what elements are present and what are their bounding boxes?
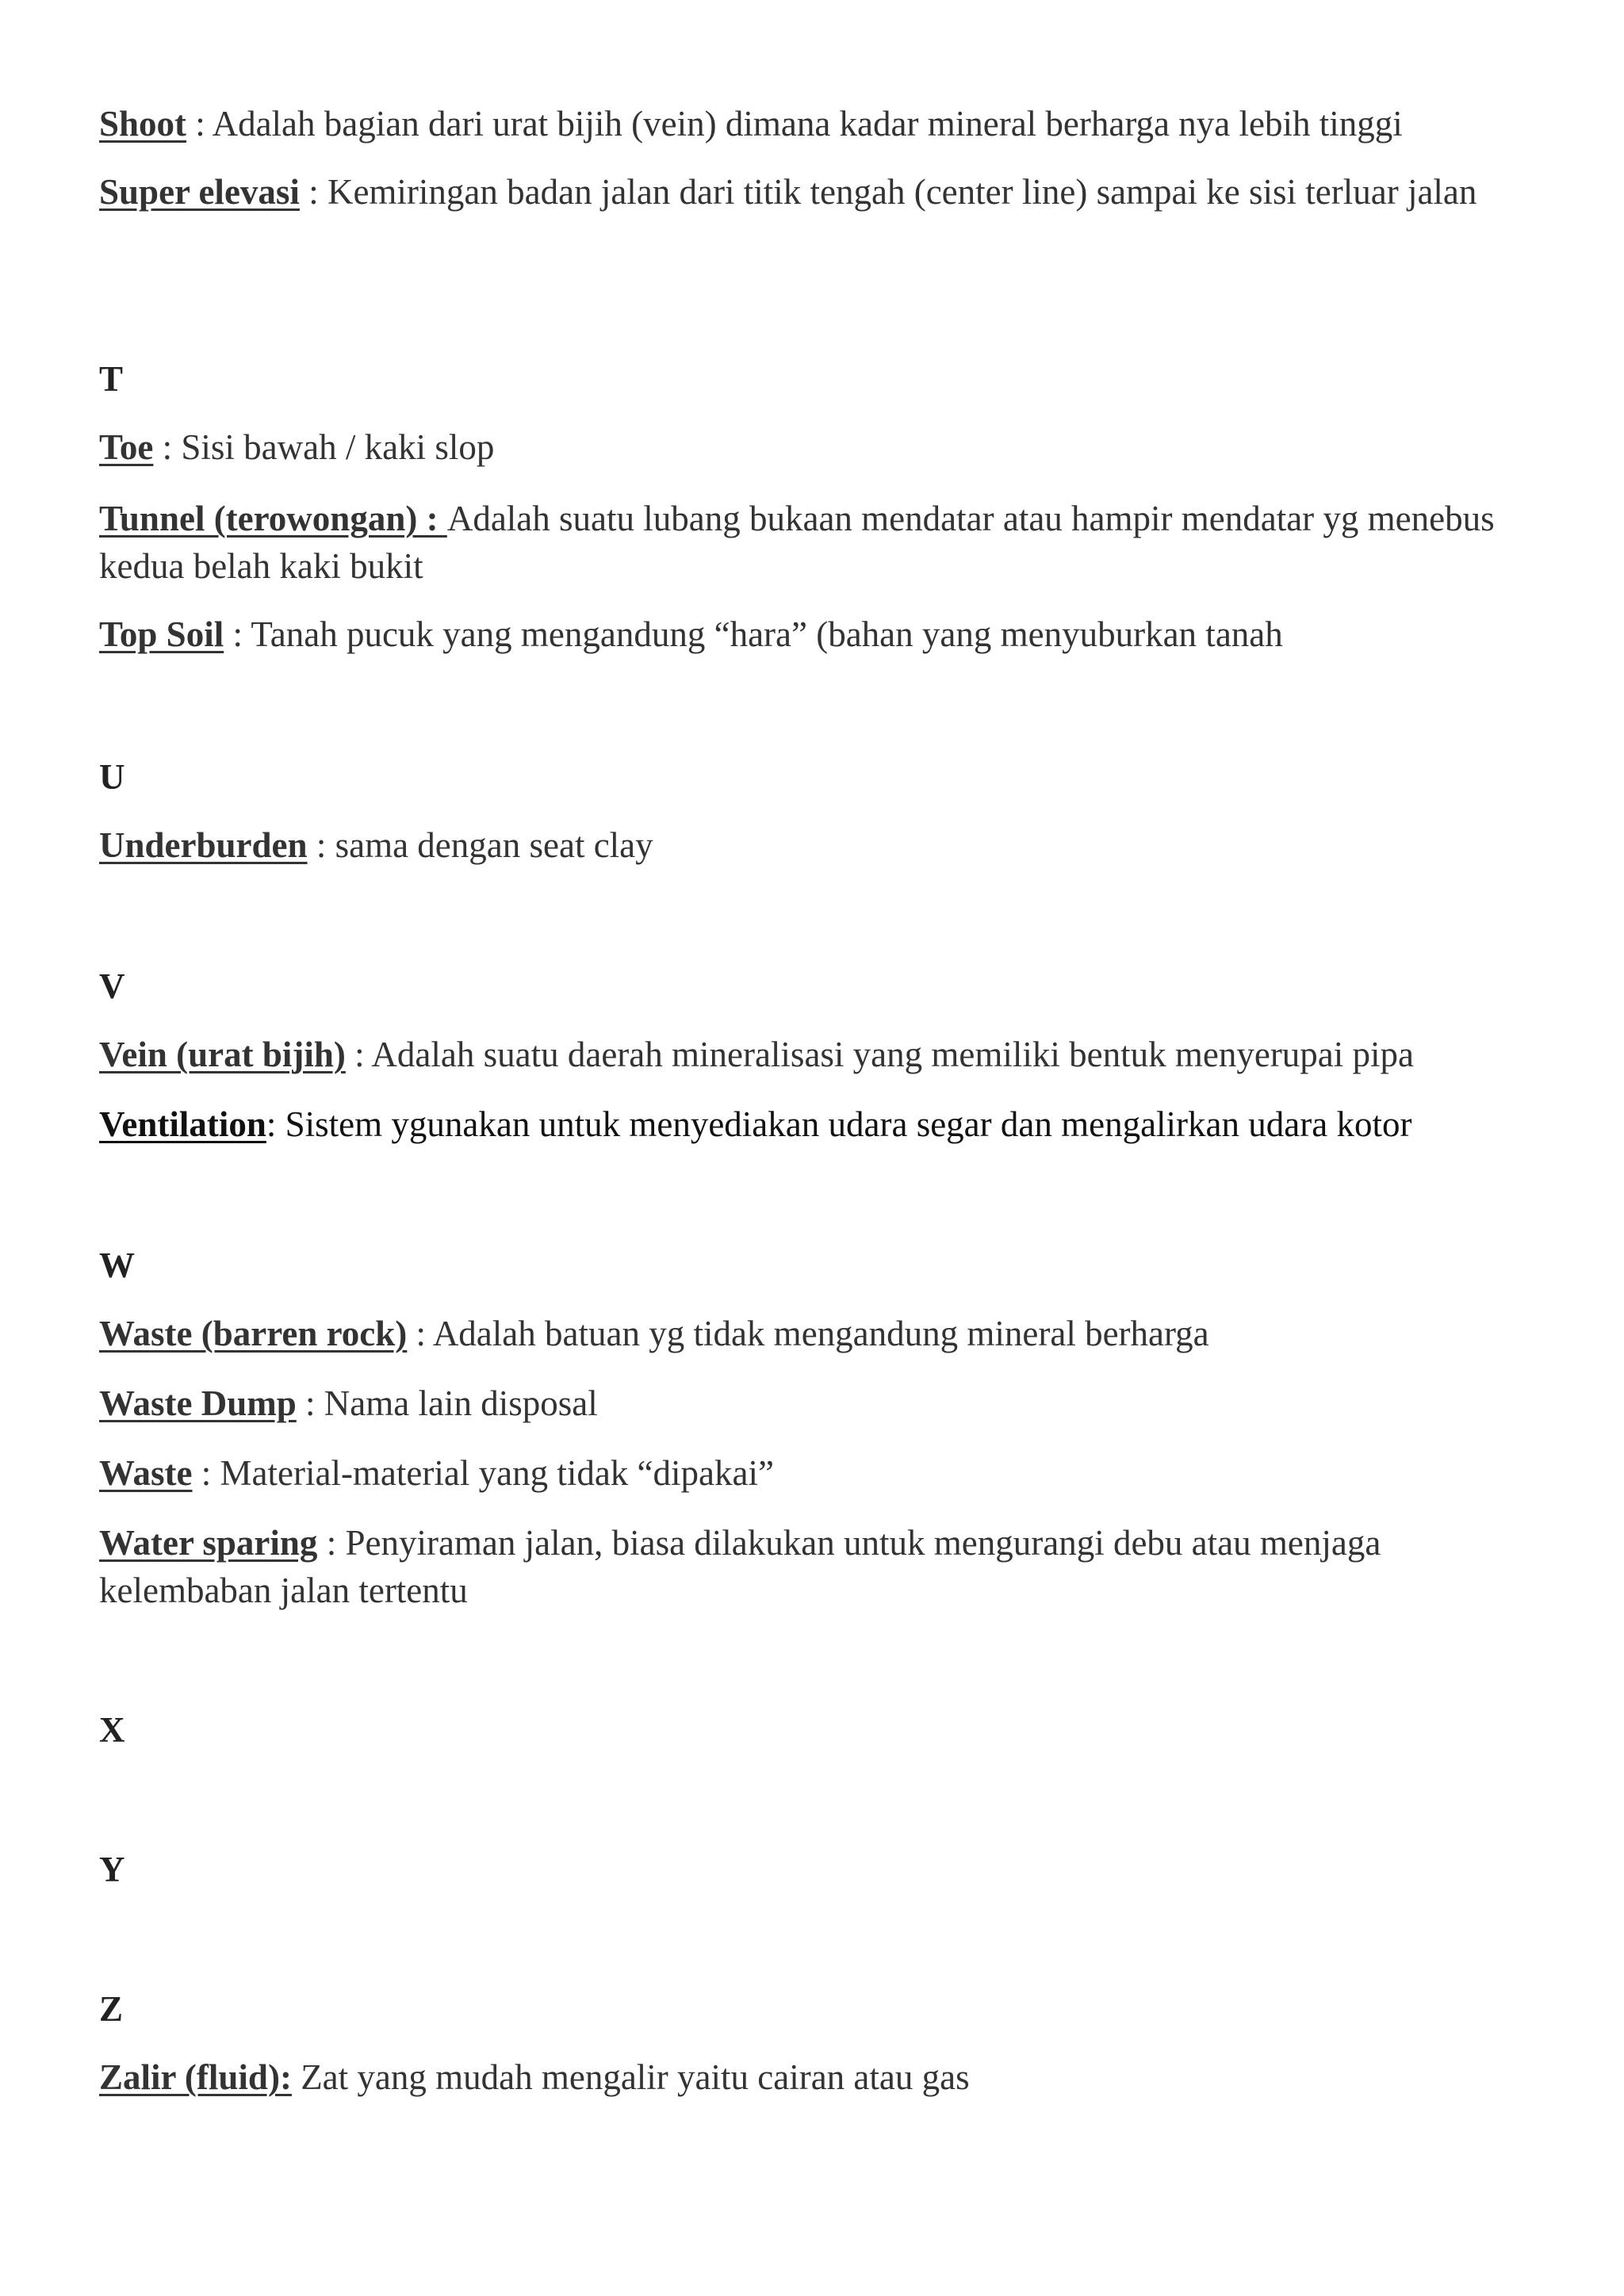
separator: : bbox=[296, 1383, 324, 1423]
entry-waste-dump bbox=[99, 1380, 1526, 1427]
separator: : bbox=[317, 1523, 346, 1563]
section-letter-w: W bbox=[99, 1246, 135, 1285]
entry-zalir bbox=[99, 2053, 1526, 2101]
term-ventilation: Ventilation bbox=[99, 1104, 266, 1144]
entry-waste-barren-rock bbox=[99, 1310, 1526, 1357]
separator bbox=[292, 2057, 301, 2097]
definition-water-sparing: Penyiraman jalan, biasa dilakukan untuk mengurangi debu atau menjaga kelembaban jalan tertentu bbox=[99, 1523, 1381, 1610]
separator: : bbox=[407, 1314, 433, 1353]
entry-top-soil bbox=[99, 610, 1526, 658]
entry-underburden bbox=[99, 821, 1526, 869]
separator: : bbox=[345, 1035, 372, 1074]
term-super-elevasi: Super elevasi bbox=[99, 172, 300, 212]
definition-top-soil: Tanah pucuk yang mengandung “hara” (bahan yang menyuburkan tanah bbox=[251, 614, 1283, 654]
term-vein: Vein (urat bijih) bbox=[99, 1035, 346, 1074]
definition-zalir: Zat yang mudah mengalir yaitu cairan atau gas bbox=[301, 2057, 970, 2097]
definition-tunnel: Adalah suatu lubang bukaan mendatar atau hampir mendatar yg menebus kedua belah kaki bukit bbox=[99, 499, 1495, 586]
entry-toe bbox=[99, 423, 1526, 471]
term-waste-dump: Waste Dump bbox=[99, 1383, 297, 1423]
term-top-soil: Top Soil bbox=[99, 614, 224, 654]
definition-ventilation: Sistem ygunakan untuk menyediakan udara segar dan mengalirkan udara kotor bbox=[285, 1104, 1412, 1144]
entry-waste bbox=[99, 1449, 1526, 1497]
entry-vein bbox=[99, 1031, 1526, 1078]
entry-shoot bbox=[99, 100, 1526, 147]
term-waste: Waste bbox=[99, 1453, 193, 1493]
term-toe: Toe bbox=[99, 427, 154, 467]
entry-tunnel bbox=[99, 495, 1511, 590]
entry-super-elevasi bbox=[99, 168, 1511, 216]
definition-shoot: Adalah bagian dari urat bijih (vein) dimana kadar mineral berharga nya lebih tinggi bbox=[212, 104, 1403, 144]
term-water-sparing: Water sparing bbox=[99, 1523, 318, 1563]
definition-super-elevasi: Kemiringan badan jalan dari titik tengah (center line) sampai ke sisi terluar jalan bbox=[327, 172, 1477, 212]
section-letter-u: U bbox=[99, 757, 125, 797]
definition-underburden: sama dengan seat clay bbox=[335, 825, 653, 865]
term-waste-barren-rock: Waste (barren rock) bbox=[99, 1314, 408, 1353]
section-letter-x: X bbox=[99, 1710, 125, 1750]
section-letter-y: Y bbox=[99, 1850, 125, 1889]
separator: : bbox=[153, 427, 182, 467]
definition-waste-dump: Nama lain disposal bbox=[324, 1383, 598, 1423]
definition-vein: Adalah suatu daerah mineralisasi yang memiliki bentuk menyerupai pipa bbox=[371, 1035, 1415, 1074]
separator: : bbox=[299, 172, 327, 212]
term-shoot: Shoot bbox=[99, 104, 187, 144]
section-letter-v: V bbox=[99, 966, 125, 1006]
term-underburden: Underburden bbox=[99, 825, 308, 865]
definition-waste-barren-rock: Adalah batuan yg tidak mengandung mineral berharga bbox=[432, 1314, 1209, 1353]
definition-waste: Material-material yang tidak “dipakai” bbox=[220, 1453, 774, 1493]
separator: : bbox=[307, 825, 335, 865]
section-letter-t: T bbox=[99, 359, 124, 399]
term-zalir: Zalir (fluid): bbox=[99, 2057, 292, 2097]
section-letter-z: Z bbox=[99, 1989, 124, 2029]
separator: : bbox=[192, 1453, 220, 1493]
separator: : bbox=[224, 614, 251, 654]
entry-ventilation bbox=[99, 1100, 1526, 1148]
term-tunnel: Tunnel (terowongan) : bbox=[99, 499, 447, 538]
separator: : bbox=[186, 104, 213, 144]
entry-water-sparing bbox=[99, 1519, 1511, 1614]
definition-toe: Sisi bawah / kaki slop bbox=[181, 427, 495, 467]
separator: : bbox=[266, 1104, 285, 1144]
